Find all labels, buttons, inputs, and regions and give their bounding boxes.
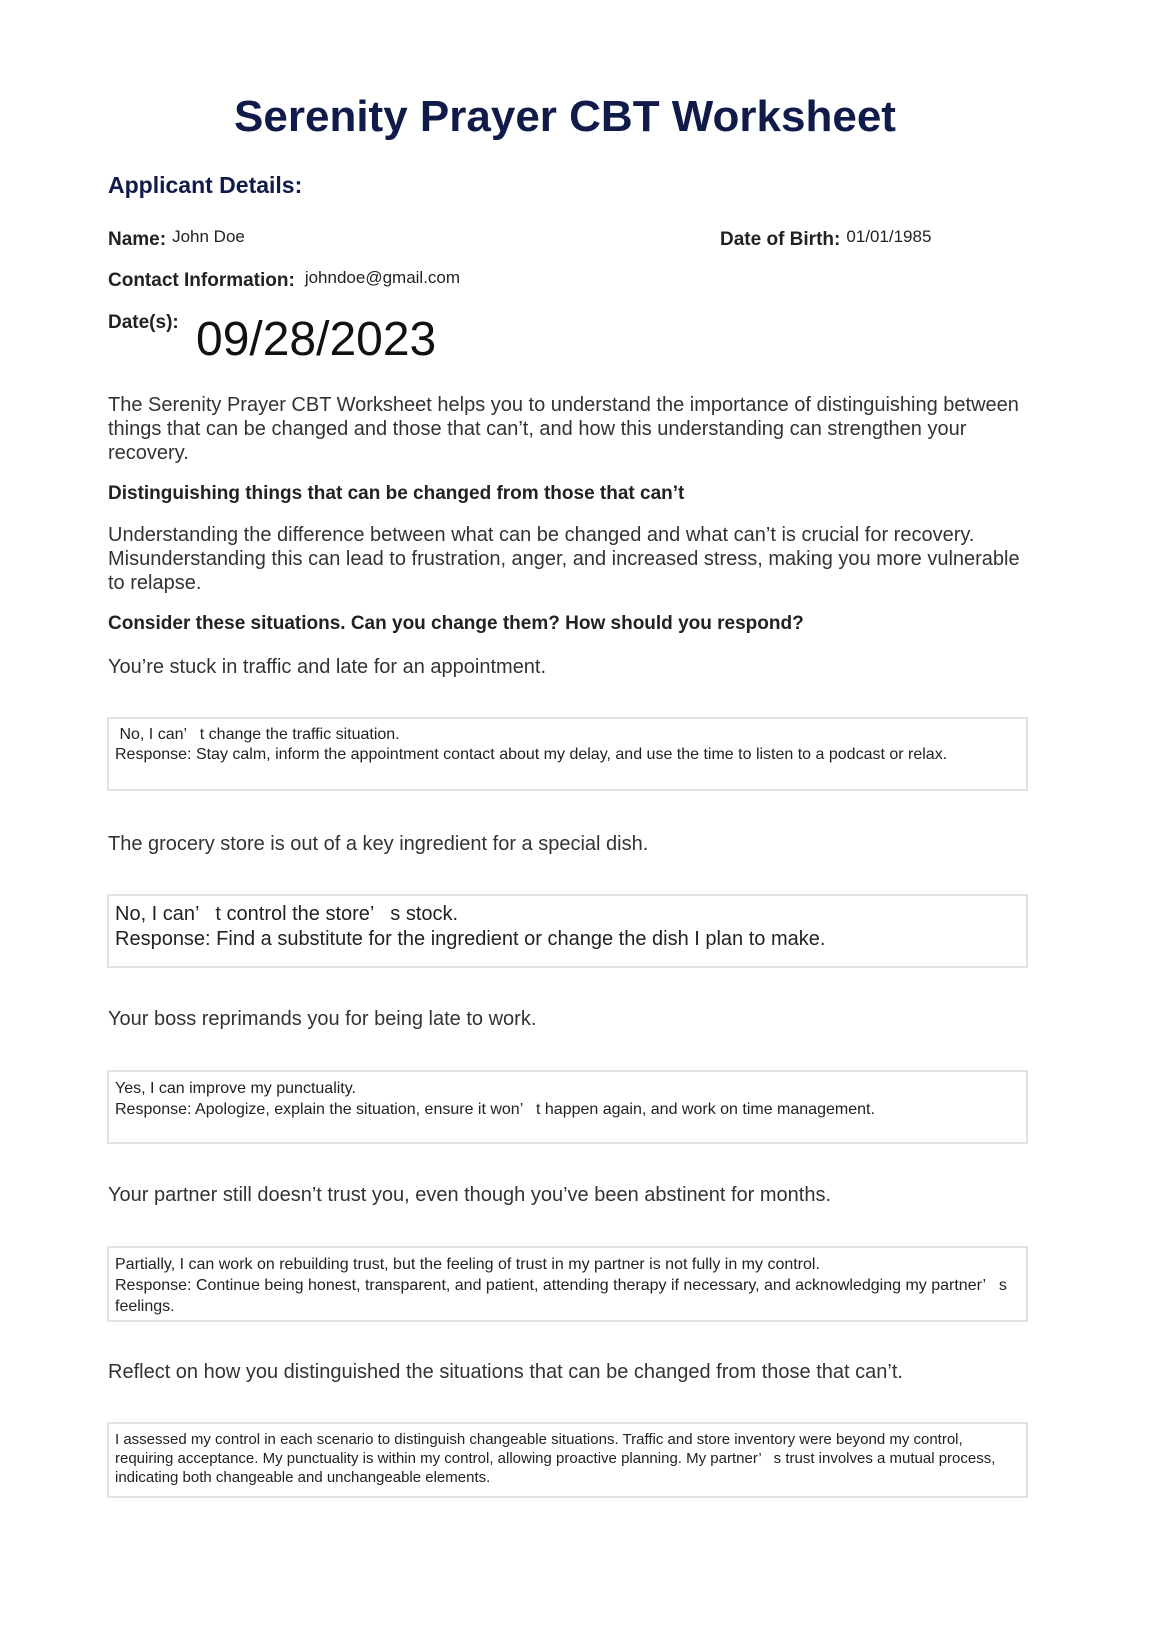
answer-box[interactable]: Partially, I can work on rebuilding trust, but the feeling of trust in my partner is not fully in my control. Response: Continue being honest, transparent, and patient, attending therapy if necessary, and acknowledging my partner’ s feelings.: [107, 1246, 1028, 1322]
applicant-details-heading: Applicant Details:: [108, 172, 303, 198]
contact-row: [108, 268, 460, 292]
situation-prompt: Your boss reprimands you for being late to work.: [108, 1008, 537, 1030]
answer-box[interactable]: Yes, I can improve my punctuality. Response: Apologize, explain the situation, ensure it won’ t happen again, and work on time management.: [107, 1070, 1028, 1144]
dates-value[interactable]: 09/28/2023: [196, 313, 437, 366]
name-label: Name:: [108, 229, 167, 250]
situation-prompt: You’re stuck in traffic and late for an appointment.: [108, 656, 547, 678]
contact-label: Contact Information:: [108, 270, 295, 291]
section-body: Understanding the difference between what can be changed and what can’t is crucial for recovery. Misunderstanding this can lead to frustration, anger, and increased stress, making you more vulnerable to relapse.: [108, 524, 1020, 594]
answer-box[interactable]: No, I can’ t change the traffic situation. Response: Stay calm, inform the appointment contact about my delay, and use the time to listen to a podcast or relax.: [107, 717, 1028, 791]
intro-text: The Serenity Prayer CBT Worksheet helps you to understand the importance of distinguishing between things that can be changed and those that can’t, and how this understanding can strengthen your recovery.: [108, 394, 1019, 464]
answer-box[interactable]: I assessed my control in each scenario to distinguish changeable situations. Traffic and store inventory were beyond my control, requiring acceptance. My punctuality is within my control, allowing proactive planning. My partner’ s trust involves a mutual process, indicating both changeable and unchangeable elements.: [107, 1422, 1028, 1498]
situation-prompt: Reflect on how you distinguished the situations that can be changed from those that can’t.: [108, 1361, 903, 1383]
dob-label: Date of Birth:: [720, 229, 841, 250]
contact-value[interactable]: johndoe@gmail.com: [304, 268, 461, 287]
dob-row: [720, 227, 931, 251]
situation-prompt: The grocery store is out of a key ingredient for a special dish.: [108, 833, 649, 855]
section-heading: Distinguishing things that can be changed from those that can’t: [108, 483, 685, 504]
section-heading: Consider these situations. Can you change them? How should you respond?: [108, 613, 804, 634]
name-row: [108, 227, 245, 251]
answer-box[interactable]: No, I can’ t control the store’ s stock. Response: Find a substitute for the ingredient or change the dish I plan to make.: [107, 894, 1028, 968]
dates-label: Date(s):: [108, 312, 179, 333]
situation-prompt: Your partner still doesn’t trust you, even though you’ve been abstinent for months.: [108, 1184, 832, 1206]
page-title: Serenity Prayer CBT Worksheet: [234, 92, 896, 141]
dob-value[interactable]: 01/01/1985: [846, 227, 932, 246]
name-value[interactable]: John Doe: [172, 227, 245, 246]
